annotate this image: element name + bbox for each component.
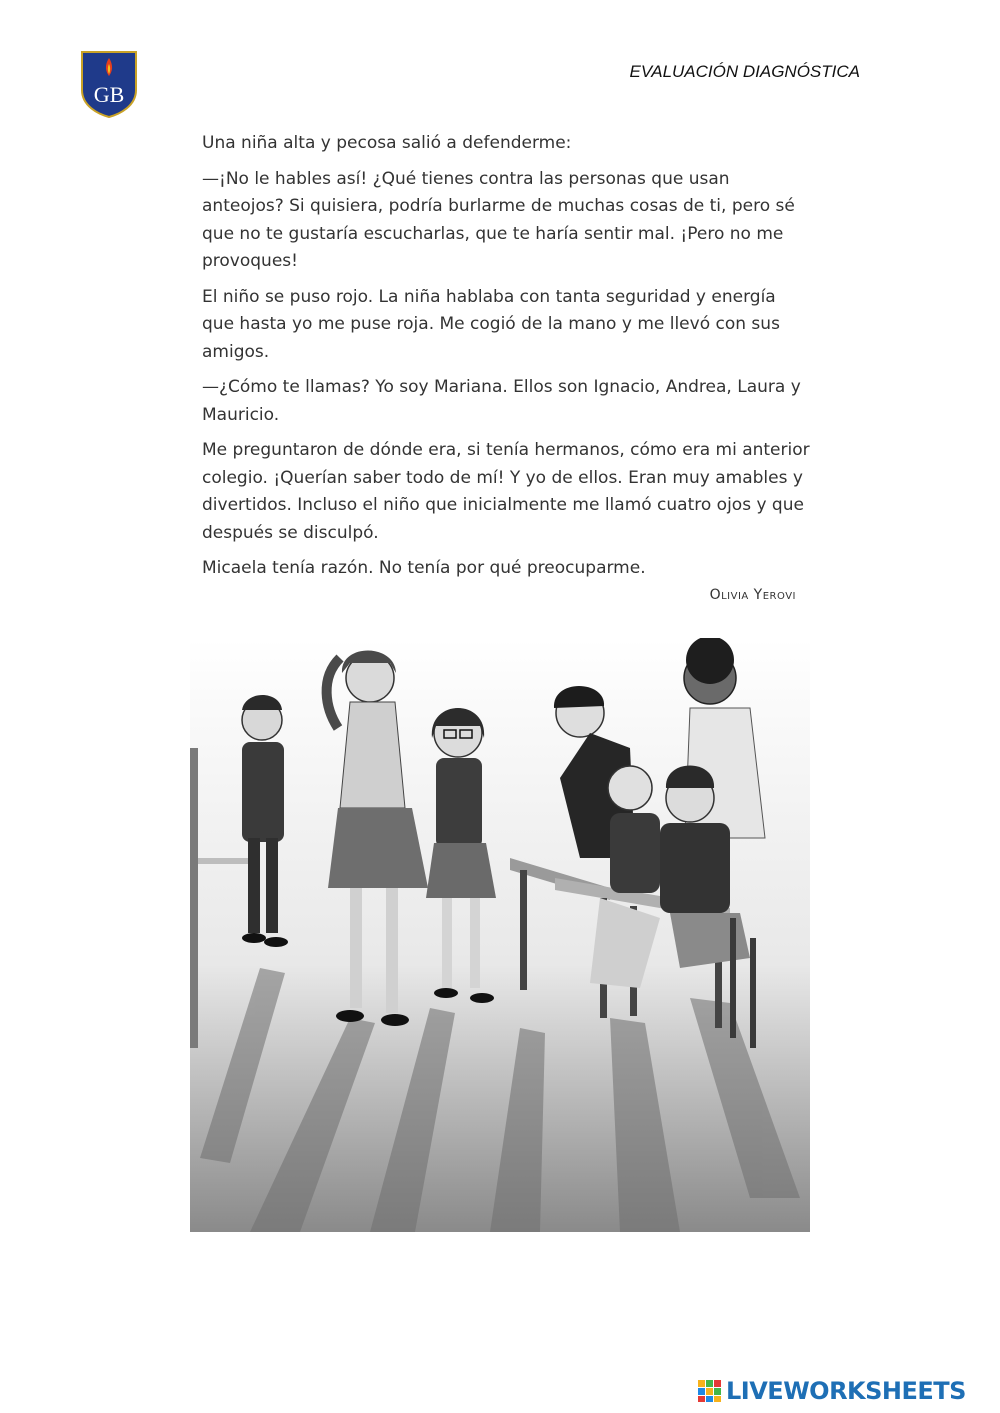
story-author: Olivia Yerovi — [709, 587, 796, 603]
story-paragraph: —¿Cómo te llamas? Yo soy Mariana. Ellos son Ignacio, Andrea, Laura y Mauricio. — [202, 377, 801, 425]
story-paragraph: El niño se puso rojo. La niña hablaba con tanta seguridad y energía que hasta yo me puse roja. Me cogió de la mano y me llevó con sus amigos. — [202, 286, 780, 362]
brand-text: LIVEWORKSHEETS — [726, 1377, 966, 1405]
story-paragraph: —¡No le hables así! ¿Qué tienes contra las personas que usan anteojos? Si quisiera, podría burlarme de muchas cosas de ti, pero sé que no te gustaría escucharlas, que te haría sentir mal. ¡Pero no me provoques! — [202, 168, 795, 271]
story-paragraph: Micaela tenía razón. No tenía por qué preocuparme. — [202, 558, 646, 578]
liveworksheets-brand — [698, 1378, 966, 1404]
logo-text: GB — [93, 82, 125, 107]
brand-blocks-icon — [698, 1380, 722, 1402]
story-paragraph: Una niña alta y pecosa salió a defenderme: — [202, 133, 572, 153]
story-paragraph: Me preguntaron de dónde era, si tenía hermanos, cómo era mi anterior colegio. ¡Querían saber todo de mí! Y yo de ellos. Eran muy amables y divertidos. Incluso el niño que inicialmente me llamó cuatro ojos y que después se disculpó. — [202, 440, 810, 543]
school-logo — [80, 50, 138, 118]
classroom-illustration — [190, 638, 810, 1232]
story-text — [202, 130, 812, 591]
page-title: EVALUACIÓN DIAGNÓSTICA — [629, 62, 860, 81]
